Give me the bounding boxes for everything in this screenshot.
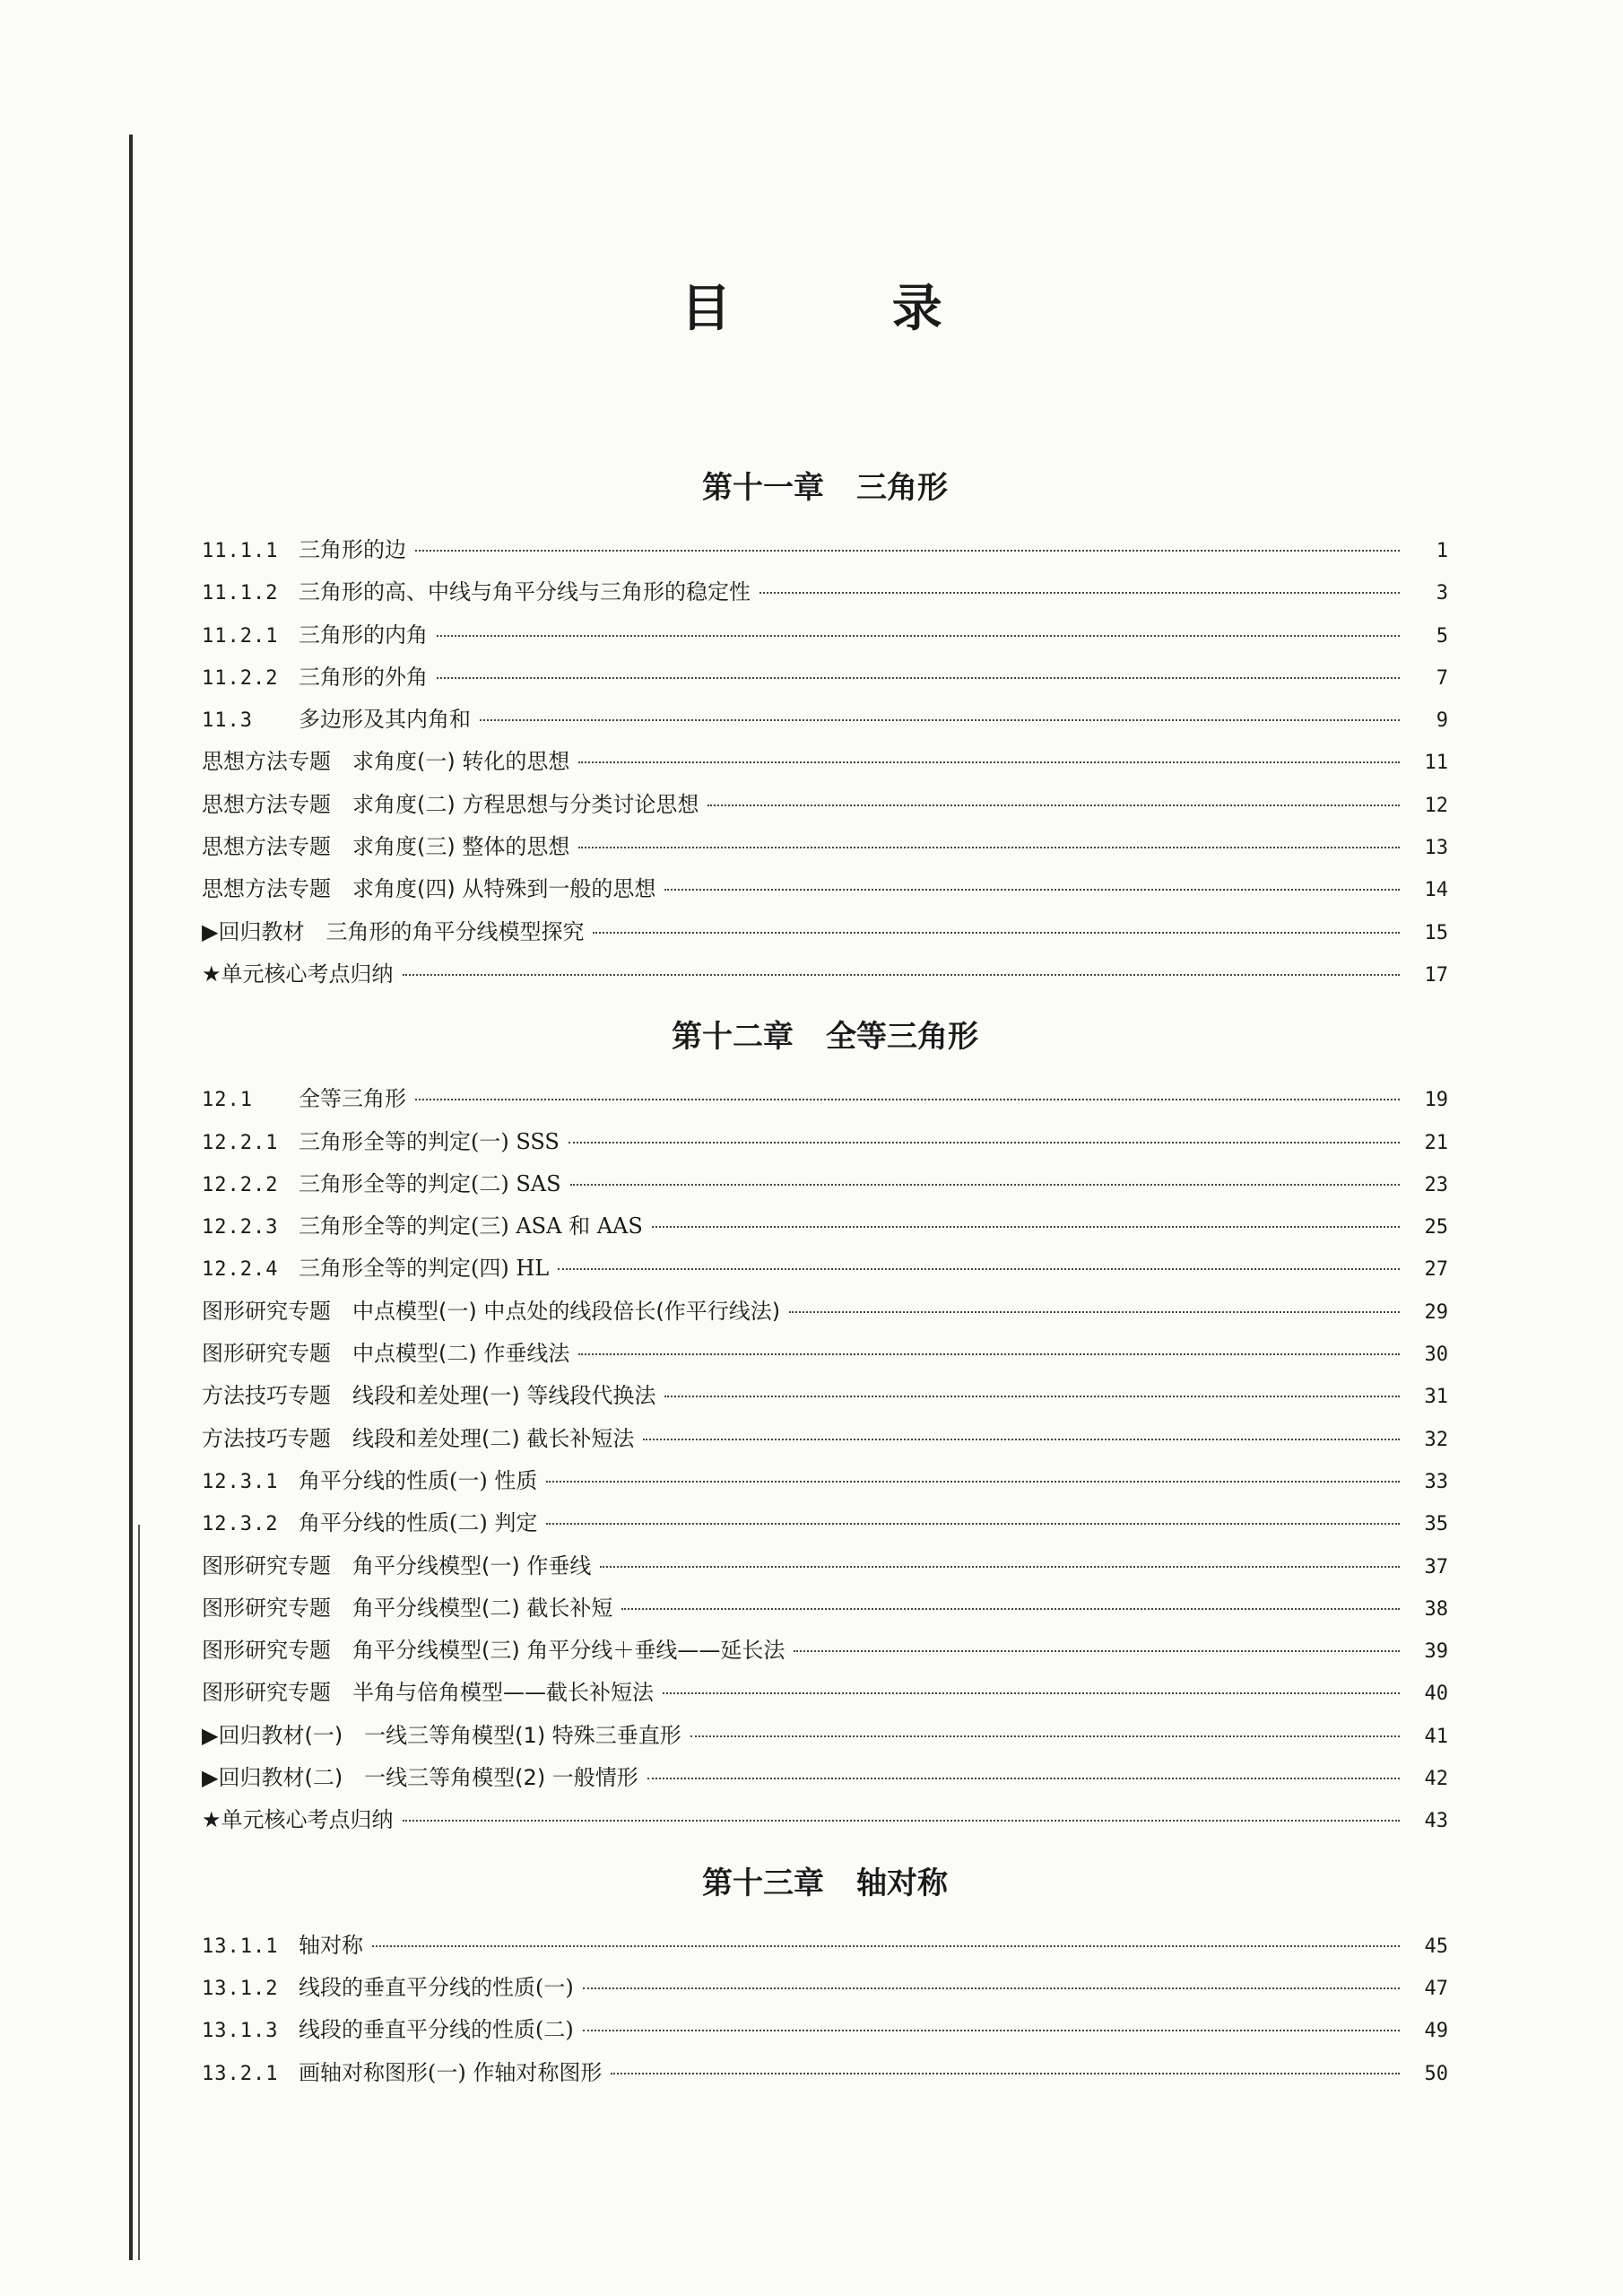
entry-title: 方法技巧专题 线段和差处理(一) 等线段代换法 bbox=[202, 1383, 656, 1409]
toc-entry[interactable] bbox=[202, 1078, 1448, 1120]
chapter-number: 第十三章 bbox=[702, 1865, 824, 1901]
page-number: 35 bbox=[1424, 1513, 1448, 1536]
page-number: 19 bbox=[1424, 1089, 1448, 1112]
entry-title: 图形研究专题 中点模型(二) 作垂线法 bbox=[202, 1341, 570, 1367]
toc-entry[interactable] bbox=[202, 1333, 1448, 1375]
dot-leader bbox=[593, 932, 1400, 934]
dot-leader bbox=[707, 804, 1400, 806]
toc-entry[interactable] bbox=[202, 826, 1448, 868]
entry-title: 思想方法专题 求角度(二) 方程思想与分类讨论思想 bbox=[202, 791, 699, 817]
chapter-name: 全等三角形 bbox=[826, 1019, 978, 1056]
page-number: 50 bbox=[1424, 2062, 1448, 2085]
section-number: 12.2.3 bbox=[202, 1216, 279, 1239]
toc-entry[interactable] bbox=[202, 1121, 1448, 1163]
page-number: 25 bbox=[1424, 1216, 1448, 1239]
page-number: 9 bbox=[1436, 709, 1448, 733]
toc-entry[interactable] bbox=[202, 1205, 1448, 1248]
toc-entry[interactable] bbox=[202, 1545, 1448, 1587]
page-number: 7 bbox=[1436, 666, 1448, 690]
page-number: 40 bbox=[1424, 1683, 1448, 1706]
dot-leader bbox=[372, 1945, 1400, 1947]
toc-entry[interactable] bbox=[202, 657, 1448, 699]
page-number: 3 bbox=[1436, 582, 1448, 605]
page-number: 30 bbox=[1424, 1344, 1448, 1367]
section-number: 11.1.1 bbox=[202, 540, 279, 562]
page-number: 27 bbox=[1424, 1258, 1448, 1282]
entry-title: 多边形及其内角和 bbox=[299, 707, 471, 733]
toc-entry[interactable] bbox=[202, 699, 1448, 741]
entry-title: 三角形的外角 bbox=[299, 664, 428, 690]
chapter-heading bbox=[202, 996, 1448, 1078]
toc-entry[interactable] bbox=[202, 1630, 1448, 1672]
page-number: 17 bbox=[1424, 963, 1448, 987]
dot-leader bbox=[403, 974, 1400, 976]
page-number: 1 bbox=[1436, 540, 1448, 562]
entry-title: 三角形的边 bbox=[299, 537, 406, 562]
page-number: 42 bbox=[1424, 1768, 1448, 1791]
dot-leader bbox=[437, 635, 1400, 637]
chapter-name: 轴对称 bbox=[856, 1865, 948, 1901]
page-number: 14 bbox=[1424, 879, 1448, 902]
dot-leader bbox=[789, 1311, 1400, 1313]
toc-entry[interactable] bbox=[202, 529, 1448, 571]
page-number: 12 bbox=[1424, 794, 1448, 817]
dot-leader bbox=[583, 1987, 1400, 1989]
table-of-contents bbox=[202, 447, 1448, 2094]
entry-title: 思想方法专题 求角度(一) 转化的思想 bbox=[202, 749, 570, 775]
entry-title: 线段的垂直平分线的性质(一) bbox=[299, 1974, 574, 2000]
entry-title: 图形研究专题 中点模型(一) 中点处的线段倍长(作平行线法) bbox=[202, 1298, 781, 1324]
entry-title: 方法技巧专题 线段和差处理(二) 截长补短法 bbox=[202, 1425, 635, 1451]
dot-leader bbox=[652, 1226, 1400, 1228]
entry-title: ★单元核心考点归纳 bbox=[202, 961, 394, 987]
section-number: 13.1.3 bbox=[202, 2020, 279, 2043]
section-number: 12.1 bbox=[202, 1089, 253, 1112]
entry-title: 图形研究专题 角平分线模型(二) 截长补短 bbox=[202, 1595, 613, 1621]
page-number: 11 bbox=[1424, 752, 1448, 775]
page-number: 29 bbox=[1424, 1300, 1448, 1324]
entry-title: 三角形全等的判定(四) HL bbox=[299, 1256, 550, 1282]
section-number: 12.3.1 bbox=[202, 1470, 279, 1493]
entry-title: 思想方法专题 求角度(四) 从特殊到一般的思想 bbox=[202, 876, 656, 902]
chapter-name: 三角形 bbox=[856, 470, 948, 506]
toc-entry[interactable] bbox=[202, 1291, 1448, 1333]
entry-title: 三角形全等的判定(一) SSS bbox=[299, 1128, 560, 1154]
dot-leader bbox=[600, 1566, 1400, 1568]
dot-leader bbox=[643, 1439, 1400, 1440]
page-number: 47 bbox=[1424, 1977, 1448, 2000]
dot-leader bbox=[558, 1268, 1400, 1270]
dot-leader bbox=[546, 1523, 1400, 1525]
toc-entry[interactable] bbox=[202, 1715, 1448, 1757]
page-title: 目 录 bbox=[681, 279, 1014, 338]
page-number: 13 bbox=[1424, 837, 1448, 860]
entry-title: ▶回归教材(二) 一线三等角模型(2) 一般情形 bbox=[202, 1765, 638, 1791]
page-number: 31 bbox=[1424, 1386, 1448, 1409]
entry-title: 角平分线的性质(一) 性质 bbox=[299, 1467, 538, 1493]
toc-entry[interactable] bbox=[202, 1757, 1448, 1799]
binding-line-inner bbox=[138, 1525, 140, 2260]
section-number: 13.1.2 bbox=[202, 1977, 279, 2000]
entry-title: 图形研究专题 半角与倍角模型——截长补短法 bbox=[202, 1680, 654, 1706]
dot-leader bbox=[578, 847, 1400, 848]
entry-title: 思想方法专题 求角度(三) 整体的思想 bbox=[202, 834, 570, 860]
entry-title: 角平分线的性质(二) 判定 bbox=[299, 1510, 538, 1536]
section-number: 12.2.4 bbox=[202, 1258, 279, 1282]
dot-leader bbox=[437, 677, 1400, 679]
dot-leader bbox=[415, 1099, 1400, 1100]
section-number: 11.3 bbox=[202, 709, 253, 733]
section-number: 11.2.1 bbox=[202, 624, 279, 648]
dot-leader bbox=[647, 1778, 1400, 1779]
dot-leader bbox=[663, 1692, 1400, 1694]
dot-leader bbox=[480, 719, 1400, 721]
toc-entry[interactable] bbox=[202, 1925, 1448, 1967]
entry-title: 三角形的高、中线与角平分线与三角形的稳定性 bbox=[299, 579, 751, 605]
toc-entry[interactable] bbox=[202, 1248, 1448, 1290]
entry-title: 轴对称 bbox=[299, 1932, 363, 1958]
section-number: 13.2.1 bbox=[202, 2062, 279, 2085]
dot-leader bbox=[583, 2030, 1400, 2031]
entry-title: ▶回归教材 三角形的角平分线模型探究 bbox=[202, 918, 585, 944]
toc-entry[interactable] bbox=[202, 784, 1448, 826]
toc-entry[interactable] bbox=[202, 614, 1448, 657]
entry-title: 画轴对称图形(一) 作轴对称图形 bbox=[299, 2059, 603, 2085]
page-number: 38 bbox=[1424, 1597, 1448, 1621]
binding-line bbox=[129, 135, 133, 2260]
entry-title: 三角形全等的判定(三) ASA 和 AAS bbox=[299, 1213, 643, 1239]
toc-entry[interactable] bbox=[202, 2052, 1448, 2094]
dot-leader bbox=[611, 2073, 1400, 2074]
dot-leader bbox=[546, 1481, 1400, 1483]
dot-leader bbox=[664, 1396, 1400, 1397]
toc-entry[interactable] bbox=[202, 1163, 1448, 1205]
page-number: 21 bbox=[1424, 1131, 1448, 1154]
page-number: 37 bbox=[1424, 1555, 1448, 1578]
chapter-number: 第十二章 bbox=[672, 1019, 794, 1056]
dot-leader bbox=[621, 1608, 1400, 1610]
page-number: 5 bbox=[1436, 624, 1448, 648]
chapter-heading bbox=[202, 447, 1448, 529]
toc-entry[interactable] bbox=[202, 1502, 1448, 1544]
dot-leader bbox=[794, 1650, 1400, 1652]
dot-leader bbox=[568, 1142, 1400, 1144]
toc-entry[interactable] bbox=[202, 2009, 1448, 2051]
toc-entry[interactable] bbox=[202, 1418, 1448, 1460]
chapter-number: 第十一章 bbox=[702, 470, 824, 506]
toc-entry[interactable] bbox=[202, 1799, 1448, 1841]
dot-leader bbox=[415, 550, 1400, 552]
page-number: 45 bbox=[1424, 1935, 1448, 1958]
dot-leader bbox=[403, 1820, 1400, 1822]
dot-leader bbox=[690, 1735, 1400, 1737]
section-number: 12.2.1 bbox=[202, 1131, 279, 1154]
page-number: 23 bbox=[1424, 1173, 1448, 1196]
page-number: 39 bbox=[1424, 1640, 1448, 1664]
page-number: 32 bbox=[1424, 1428, 1448, 1451]
dot-leader bbox=[759, 592, 1400, 594]
dot-leader bbox=[578, 761, 1400, 763]
entry-title: 线段的垂直平分线的性质(二) bbox=[299, 2017, 574, 2043]
entry-title: 三角形的内角 bbox=[299, 622, 428, 648]
section-number: 12.3.2 bbox=[202, 1513, 279, 1536]
toc-entry[interactable] bbox=[202, 868, 1448, 910]
entry-title: 三角形全等的判定(二) SAS bbox=[299, 1170, 561, 1196]
entry-title: 图形研究专题 角平分线模型(一) 作垂线 bbox=[202, 1552, 592, 1578]
toc-entry[interactable] bbox=[202, 741, 1448, 783]
toc-entry[interactable] bbox=[202, 1375, 1448, 1417]
page-number: 15 bbox=[1424, 921, 1448, 944]
section-number: 11.1.2 bbox=[202, 582, 279, 605]
toc-entry[interactable] bbox=[202, 1587, 1448, 1630]
page-number: 49 bbox=[1424, 2020, 1448, 2043]
page-number: 41 bbox=[1424, 1725, 1448, 1748]
toc-entry[interactable] bbox=[202, 1672, 1448, 1714]
toc-entry[interactable] bbox=[202, 571, 1448, 613]
entry-title: 图形研究专题 角平分线模型(三) 角平分线＋垂线——延长法 bbox=[202, 1638, 785, 1664]
page-number: 33 bbox=[1424, 1470, 1448, 1493]
page-number: 43 bbox=[1424, 1810, 1448, 1833]
section-number: 11.2.2 bbox=[202, 666, 279, 690]
entry-title: ▶回归教材(一) 一线三等角模型(1) 特殊三垂直形 bbox=[202, 1722, 681, 1748]
dot-leader bbox=[664, 889, 1400, 891]
entry-title: ★单元核心考点归纳 bbox=[202, 1807, 394, 1833]
section-number: 13.1.1 bbox=[202, 1935, 279, 1958]
section-number: 12.2.2 bbox=[202, 1173, 279, 1196]
toc-entry[interactable] bbox=[202, 1967, 1448, 2009]
toc-entry[interactable] bbox=[202, 953, 1448, 996]
toc-entry[interactable] bbox=[202, 911, 1448, 953]
dot-leader bbox=[570, 1184, 1400, 1186]
toc-entry[interactable] bbox=[202, 1460, 1448, 1502]
chapter-heading bbox=[202, 1842, 1448, 1925]
entry-title: 全等三角形 bbox=[299, 1086, 406, 1112]
dot-leader bbox=[578, 1353, 1400, 1355]
